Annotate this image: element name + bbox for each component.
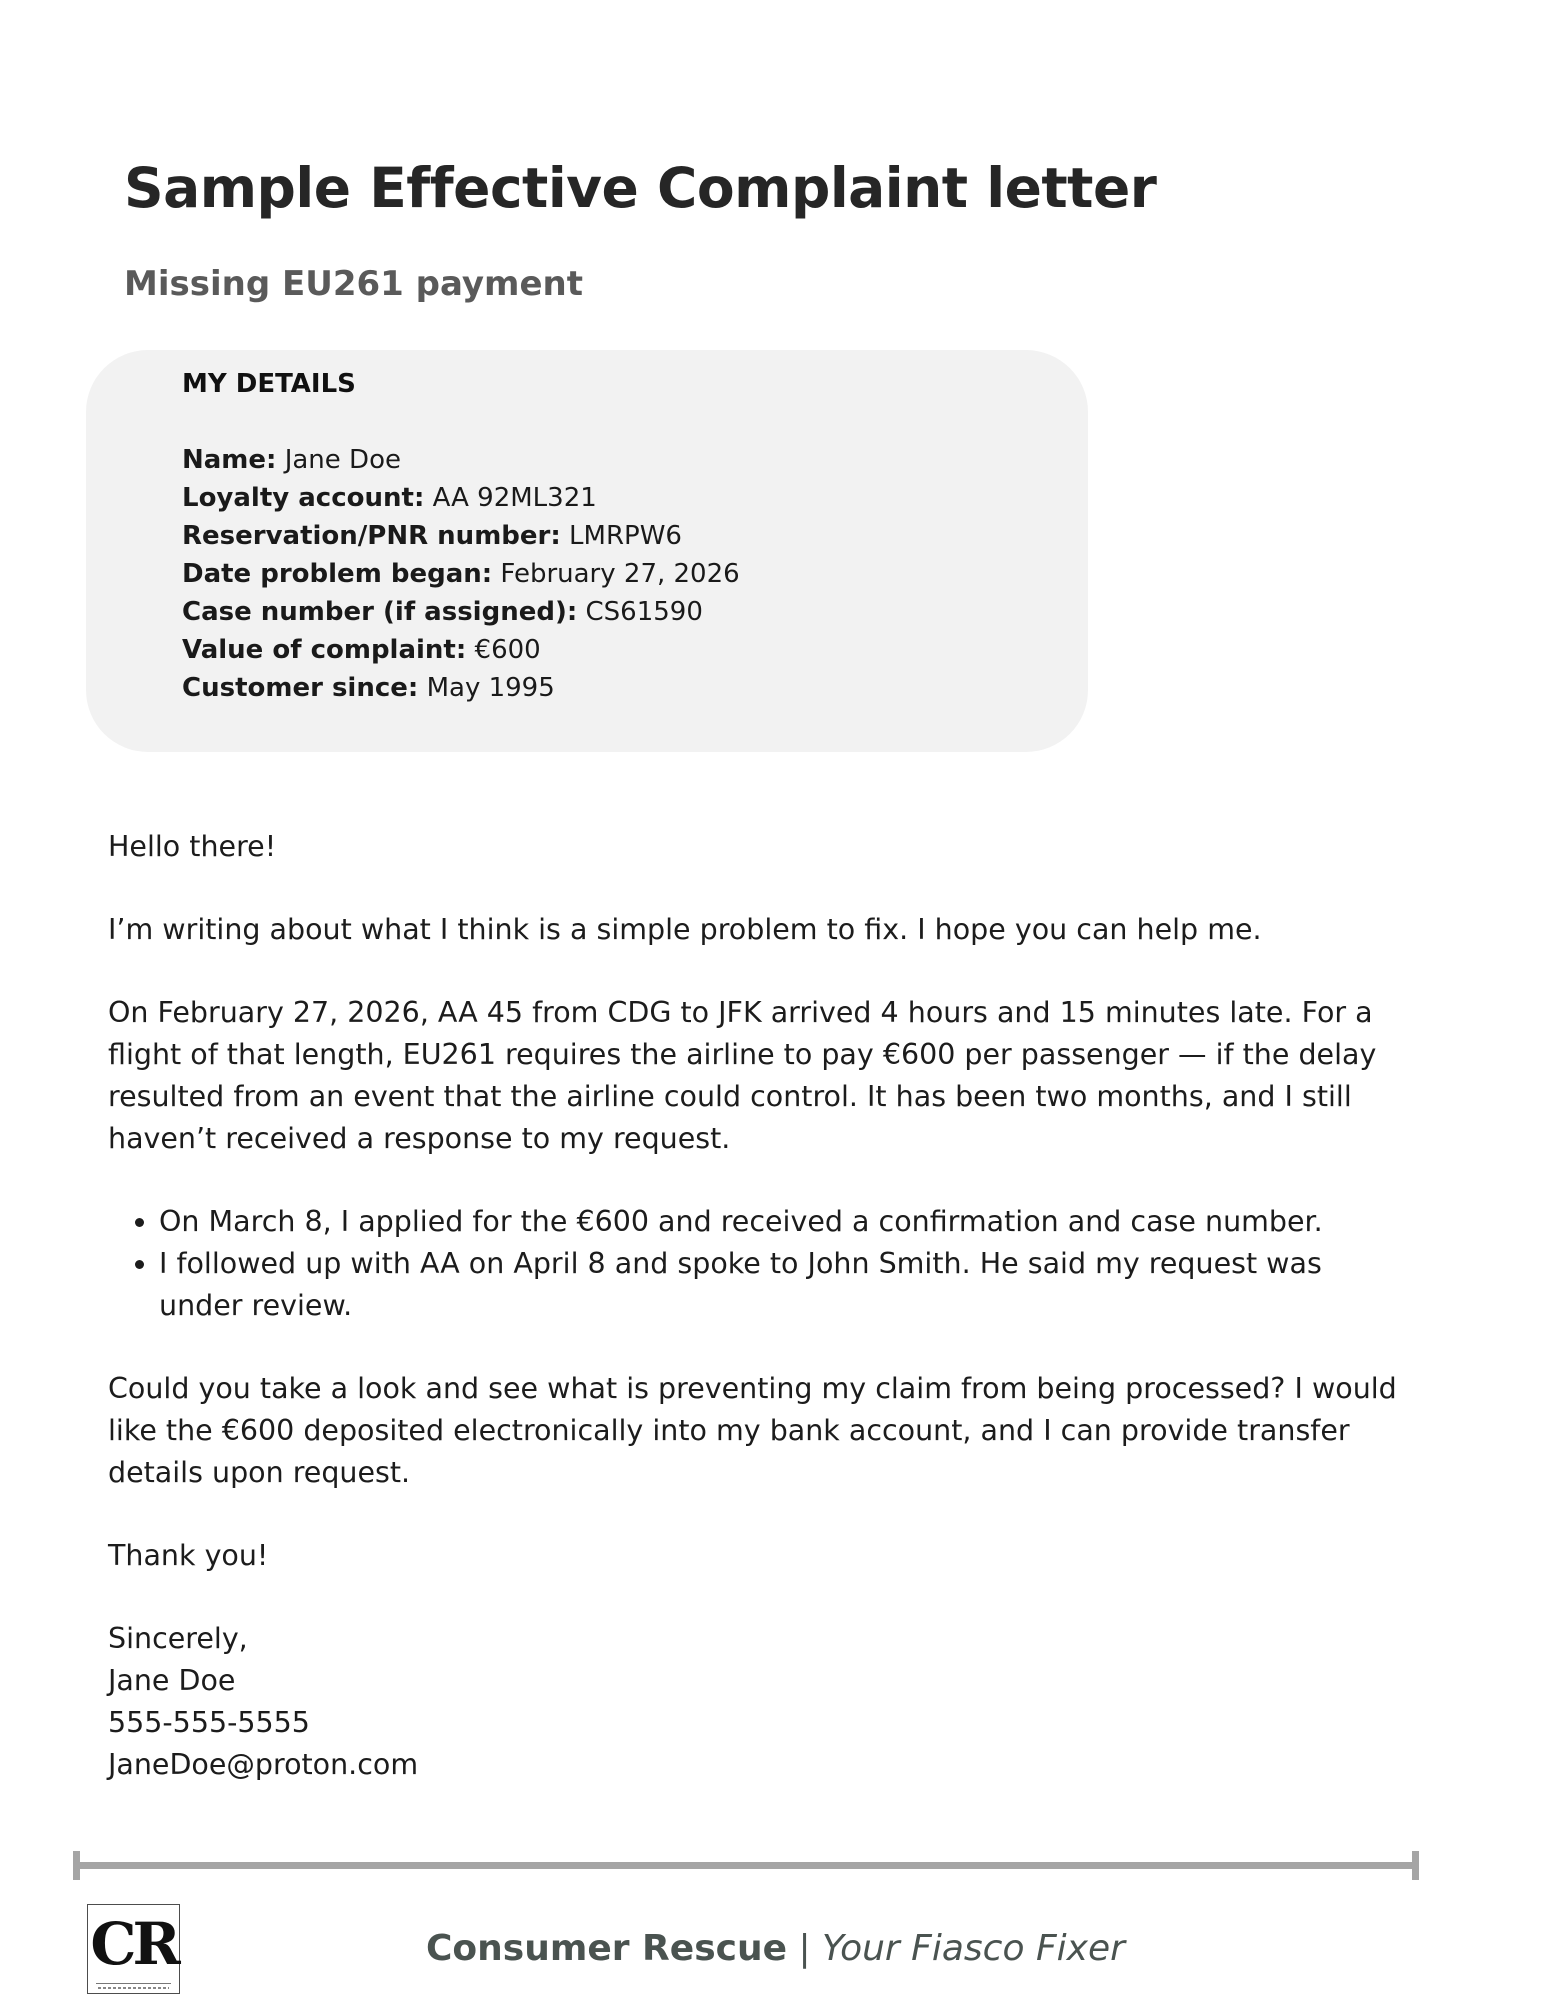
logo-letters: CR [90, 1910, 177, 1978]
details-heading: MY DETAILS [182, 369, 356, 399]
letter-closing: Sincerely, [108, 1622, 248, 1655]
letter-body [108, 826, 1398, 1786]
footer-divider [74, 1862, 1418, 1869]
detail-value: Jane Doe [284, 445, 401, 475]
divider-cap-right [1412, 1851, 1419, 1880]
my-details-box [86, 350, 1088, 752]
letter-signature [108, 1618, 1398, 1786]
letter-request: Could you take a look and see what is preventing my claim from being processed? I would like the €600 deposited electronically into my bank account, and I can provide transfer details upon request. [108, 1372, 1397, 1489]
letter-paragraph: On February 27, 2026, AA 45 from CDG to JFK arrived 4 hours and 15 minutes late. For a flight of that length, EU261 requires the airline to pay €600 per passenger — if the delay resulted from an event that the airline could control. It has been two months, and I still haven’t received a response to my request. [108, 996, 1377, 1155]
detail-label: Customer since: [182, 673, 419, 703]
consumer-rescue-logo [87, 1904, 180, 1994]
letter-intro: I’m writing about what I think is a simple problem to fix. I hope you can help me. [108, 913, 1262, 946]
detail-customer-since [182, 669, 740, 707]
detail-label: Loyalty account: [182, 483, 425, 513]
detail-label: Case number (if assigned): [182, 597, 578, 627]
detail-case-number [182, 593, 740, 631]
logo-rule [96, 1983, 171, 1984]
detail-name [182, 441, 740, 479]
signature-email: JaneDoe@proton.com [108, 1748, 419, 1781]
footer-tagline: Your Fiasco Fixer [822, 1928, 1125, 1969]
detail-value: CS61590 [585, 597, 703, 627]
letter-bullet-list [108, 1201, 1398, 1327]
detail-value-of-complaint [182, 631, 740, 669]
detail-loyalty-account [182, 479, 740, 517]
detail-value: AA 92ML321 [432, 483, 597, 513]
footer-brand: Consumer Rescue [426, 1928, 788, 1969]
detail-value: €600 [474, 635, 541, 665]
page-title: Sample Effective Complaint letter [124, 156, 1157, 220]
letter-thanks: Thank you! [108, 1539, 269, 1572]
detail-label: Reservation/PNR number: [182, 521, 561, 551]
detail-reservation-number [182, 517, 740, 555]
detail-label: Date problem began: [182, 559, 493, 589]
footer-brand-line [426, 1926, 1125, 1972]
detail-label: Name: [182, 445, 277, 475]
details-list [182, 441, 740, 707]
detail-value: May 1995 [426, 673, 555, 703]
footer-separator: | [787, 1928, 823, 1969]
list-item: • I followed up with AA on April 8 and spoke to John Smith. He said my request was under review. [159, 1243, 1398, 1327]
detail-date-problem-began [182, 555, 740, 593]
letter-greeting: Hello there! [108, 830, 277, 863]
logo-fine-print [98, 1987, 169, 1989]
list-item: • On March 8, I applied for the €600 and received a confirmation and case number. [159, 1201, 1398, 1243]
detail-value: LMRPW6 [569, 521, 682, 551]
signature-phone: 555-555-5555 [108, 1706, 310, 1739]
detail-label: Value of complaint: [182, 635, 467, 665]
signature-name: Jane Doe [108, 1664, 236, 1697]
page-subtitle: Missing EU261 payment [124, 264, 583, 304]
detail-value: February 27, 2026 [500, 559, 740, 589]
